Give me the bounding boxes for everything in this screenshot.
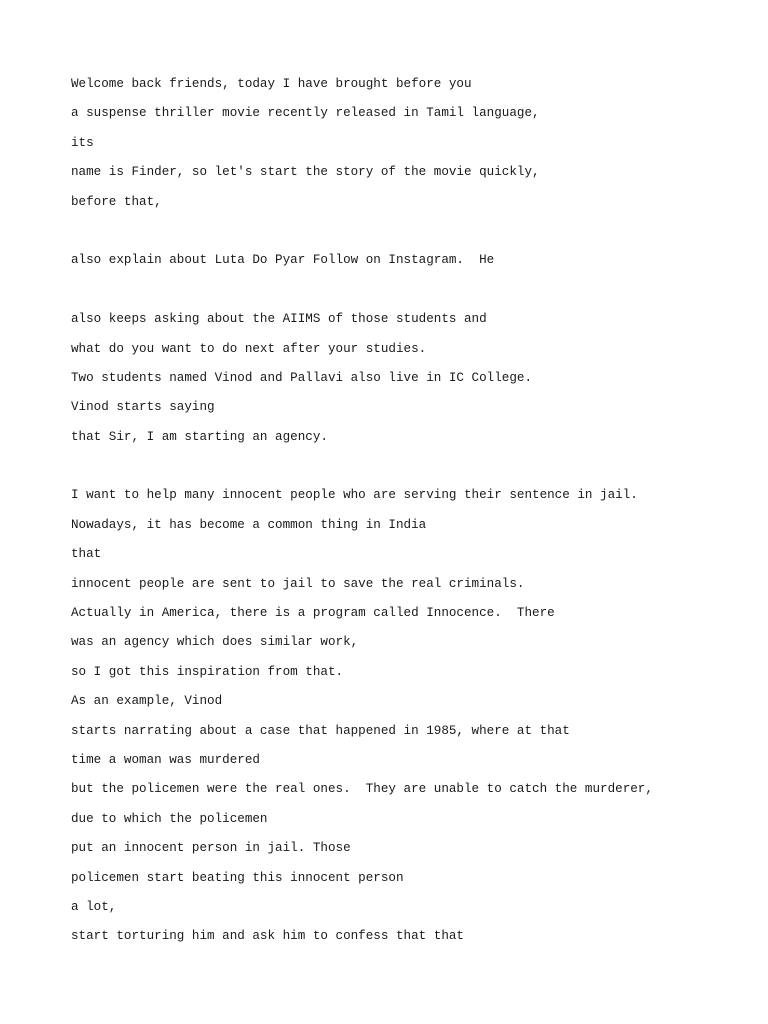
text-line: also keeps asking about the AIIMS of those students and <box>71 312 487 327</box>
text-line: I want to help many innocent people who are serving their sentence in jail. <box>71 488 638 503</box>
text-line: Welcome back friends, today I have brought before you <box>71 77 472 91</box>
text-line: a lot, <box>71 899 117 914</box>
text-line: Vinod starts saying <box>71 400 215 415</box>
blank-line <box>71 276 751 305</box>
text-line: that <box>71 547 102 562</box>
text-line: Nowadays, it has become a common thing in India <box>71 517 427 532</box>
text-line: what do you want to do next after your studies. <box>71 341 427 356</box>
text-line: was an agency which does similar work, <box>71 635 359 650</box>
text-line: Actually in America, there is a program called Innocence. There <box>71 606 555 621</box>
text-line: start torturing him and ask him to confess that that <box>71 929 464 944</box>
text-line: its <box>71 135 94 150</box>
text-line: As an example, Vinod <box>71 694 223 709</box>
document-body <box>71 70 751 952</box>
blank-line <box>71 452 751 481</box>
text-line: starts narrating about a case that happened in 1985, where at that <box>71 723 570 738</box>
text-line: innocent people are sent to jail to save the real criminals. <box>71 576 525 591</box>
text-line: name is Finder, so let's start the story of the movie quickly, <box>71 165 540 180</box>
text-line: a suspense thriller movie recently released in Tamil language, <box>71 106 540 121</box>
text-line: policemen start beating this innocent person <box>71 870 404 885</box>
text-line: so I got this inspiration from that. <box>71 664 344 679</box>
text-line: Two students named Vinod and Pallavi also live in IC College. <box>71 370 533 385</box>
text-line: but the policemen were the real ones. They are unable to catch the murderer, <box>71 782 653 797</box>
text-line: due to which the policemen <box>71 811 268 826</box>
text-line: time a woman was murdered <box>71 752 260 767</box>
text-line: put an innocent person in jail. Those <box>71 841 351 856</box>
text-line: that Sir, I am starting an agency. <box>71 429 328 444</box>
text-line: also explain about Luta Do Pyar Follow on Instagram. He <box>71 253 495 268</box>
blank-line <box>71 217 751 246</box>
text-line: before that, <box>71 194 162 209</box>
